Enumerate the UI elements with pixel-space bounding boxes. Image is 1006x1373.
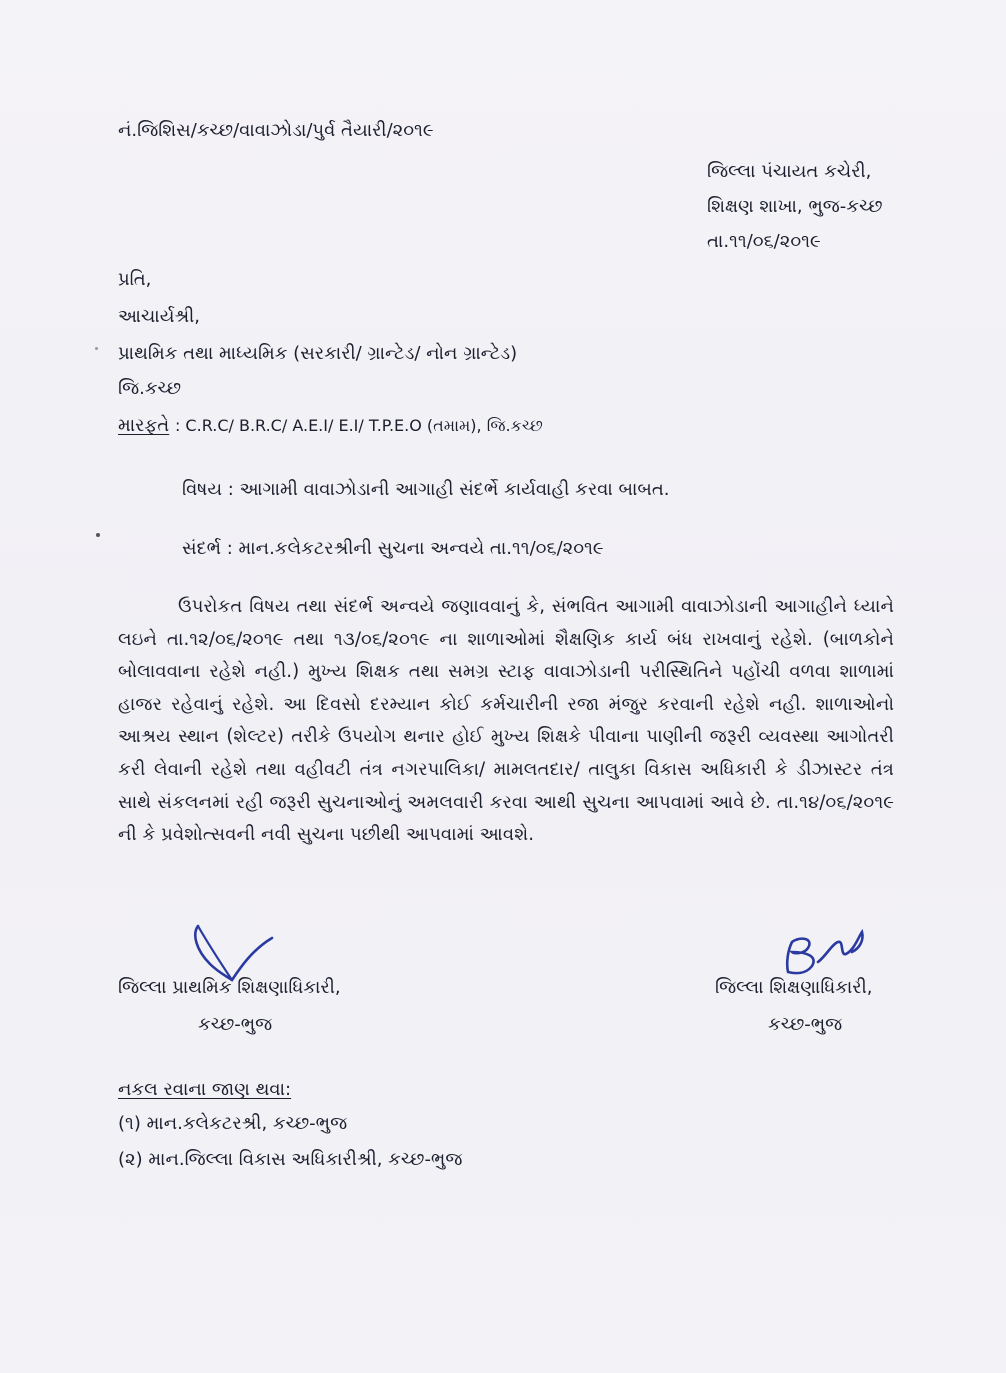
recipient-district: જિ.કચ્છ bbox=[118, 378, 182, 399]
right-signatory-title: જિલ્લા શિક્ષણાધિકારી, bbox=[715, 977, 873, 998]
recipient-title: આચાર્યશ્રી, bbox=[118, 306, 200, 327]
left-signatory-title: જિલ્લા પ્રાથમિક શિક્ષણાધિકારી, bbox=[118, 977, 341, 998]
reference-line: સંદર્ભ : માન.કલેકટરશ્રીની સુચના અન્વયે તા.૧૧/૦૬/૨૦૧૯ bbox=[182, 538, 604, 559]
letter-date: તા.૧૧/૦૬/૨૦૧૯ bbox=[707, 231, 821, 252]
copy-to-heading: નકલ રવાના જાણ થવા: bbox=[118, 1079, 292, 1100]
left-signatory-place: કચ્છ-ભુજ bbox=[198, 1014, 273, 1035]
via-label: મારફતે bbox=[118, 415, 170, 436]
paper-speck bbox=[96, 533, 100, 537]
copy-to-item: (૨) માન.જિલ્લા વિકાસ અધિકારીશ્રી, કચ્છ-ભુજ bbox=[118, 1149, 463, 1170]
right-signatory-place: કચ્છ-ભુજ bbox=[768, 1014, 843, 1035]
recipient-via bbox=[118, 414, 543, 438]
paper-speck bbox=[95, 347, 98, 350]
sender-address-line1: જિલ્લા પંચાયત કચેરી, bbox=[707, 161, 872, 182]
recipient-to: પ્રતિ, bbox=[118, 269, 152, 290]
copy-to-item: (૧) માન.કલેકટરશ્રી, કચ્છ-ભુજ bbox=[118, 1113, 348, 1134]
letter-body: ઉપરોકત વિષય તથા સંદર્ભ અન્વયે જણાવવાનું કે, સંભવિત આગામી વાવાઝોડાની આગાહીને ધ્યાને લઇને તા.૧૨/૦૬/૨૦૧૯ તથા ૧૩/૦૬/૨૦૧૯ ના શાળાઓમાં શૈક્ષણિક કાર્ય બંધ રાખવાનું રહેશે. (બાળકોને બોલાવવાના રહેશે નહી.) મુખ્ય શિક્ષક તથા સમગ્ર સ્ટાફ વાવાઝોડાની પરીસ્થિતિને પહોંચી વળવા શાળામાં હાજર રહેવાનું રહેશે. આ દિવસો દરમ્યાન કોઈ કર્મચારીની રજા મંજુર કરવાની રહેશે નહી. શાળાઓનો આશ્રય સ્થાન (શેલ્ટર) તરીકે ઉપયોગ થનાર હોઈ મુખ્ય શિક્ષકે પીવાના પાણીની જરૂરી વ્યવસ્થા આગોતરી કરી લેવાની રહેશે તથા વહીવટી તંત્ર નગરપાલિકા/ મામલતદાર/ તાલુકા વિકાસ અધિકારી કે ડીઝાસ્ટર તંત્ર સાથે સંકલનમાં રહી જરૂરી સુચનાઓનું અમલવારી કરવા આથી સુચના આપવામાં આવે છે. તા.૧૪/૦૬/૨૦૧૯ ની કે પ્રવેશોત્સવની નવી સુચના પછીથી આપવામાં આવશે. bbox=[118, 596, 894, 846]
recipient-schools: પ્રાથમિક તથા માધ્યમિક (સરકારી/ ગ્રાન્ટેડ/ નોન ગ્રાન્ટેડ) bbox=[118, 343, 518, 364]
subject-line: વિષય : આગામી વાવાઝોડાની આગાહી સંદર્ભે કાર્યવાહી કરવા બાબત. bbox=[182, 479, 670, 500]
via-value: : C.R.C/ B.R.C/ A.E.I/ E.I/ T.P.E.O (તમામ), જિ.કચ્છ bbox=[174, 416, 543, 435]
reference-number: નં.જિશિસ/કચ્છ/વાવાઝોડા/પુર્વ તૈયારી/૨૦૧૯ bbox=[118, 120, 434, 141]
sender-address-line2: શિક્ષણ શાખા, ભુજ-કચ્છ bbox=[707, 196, 883, 217]
